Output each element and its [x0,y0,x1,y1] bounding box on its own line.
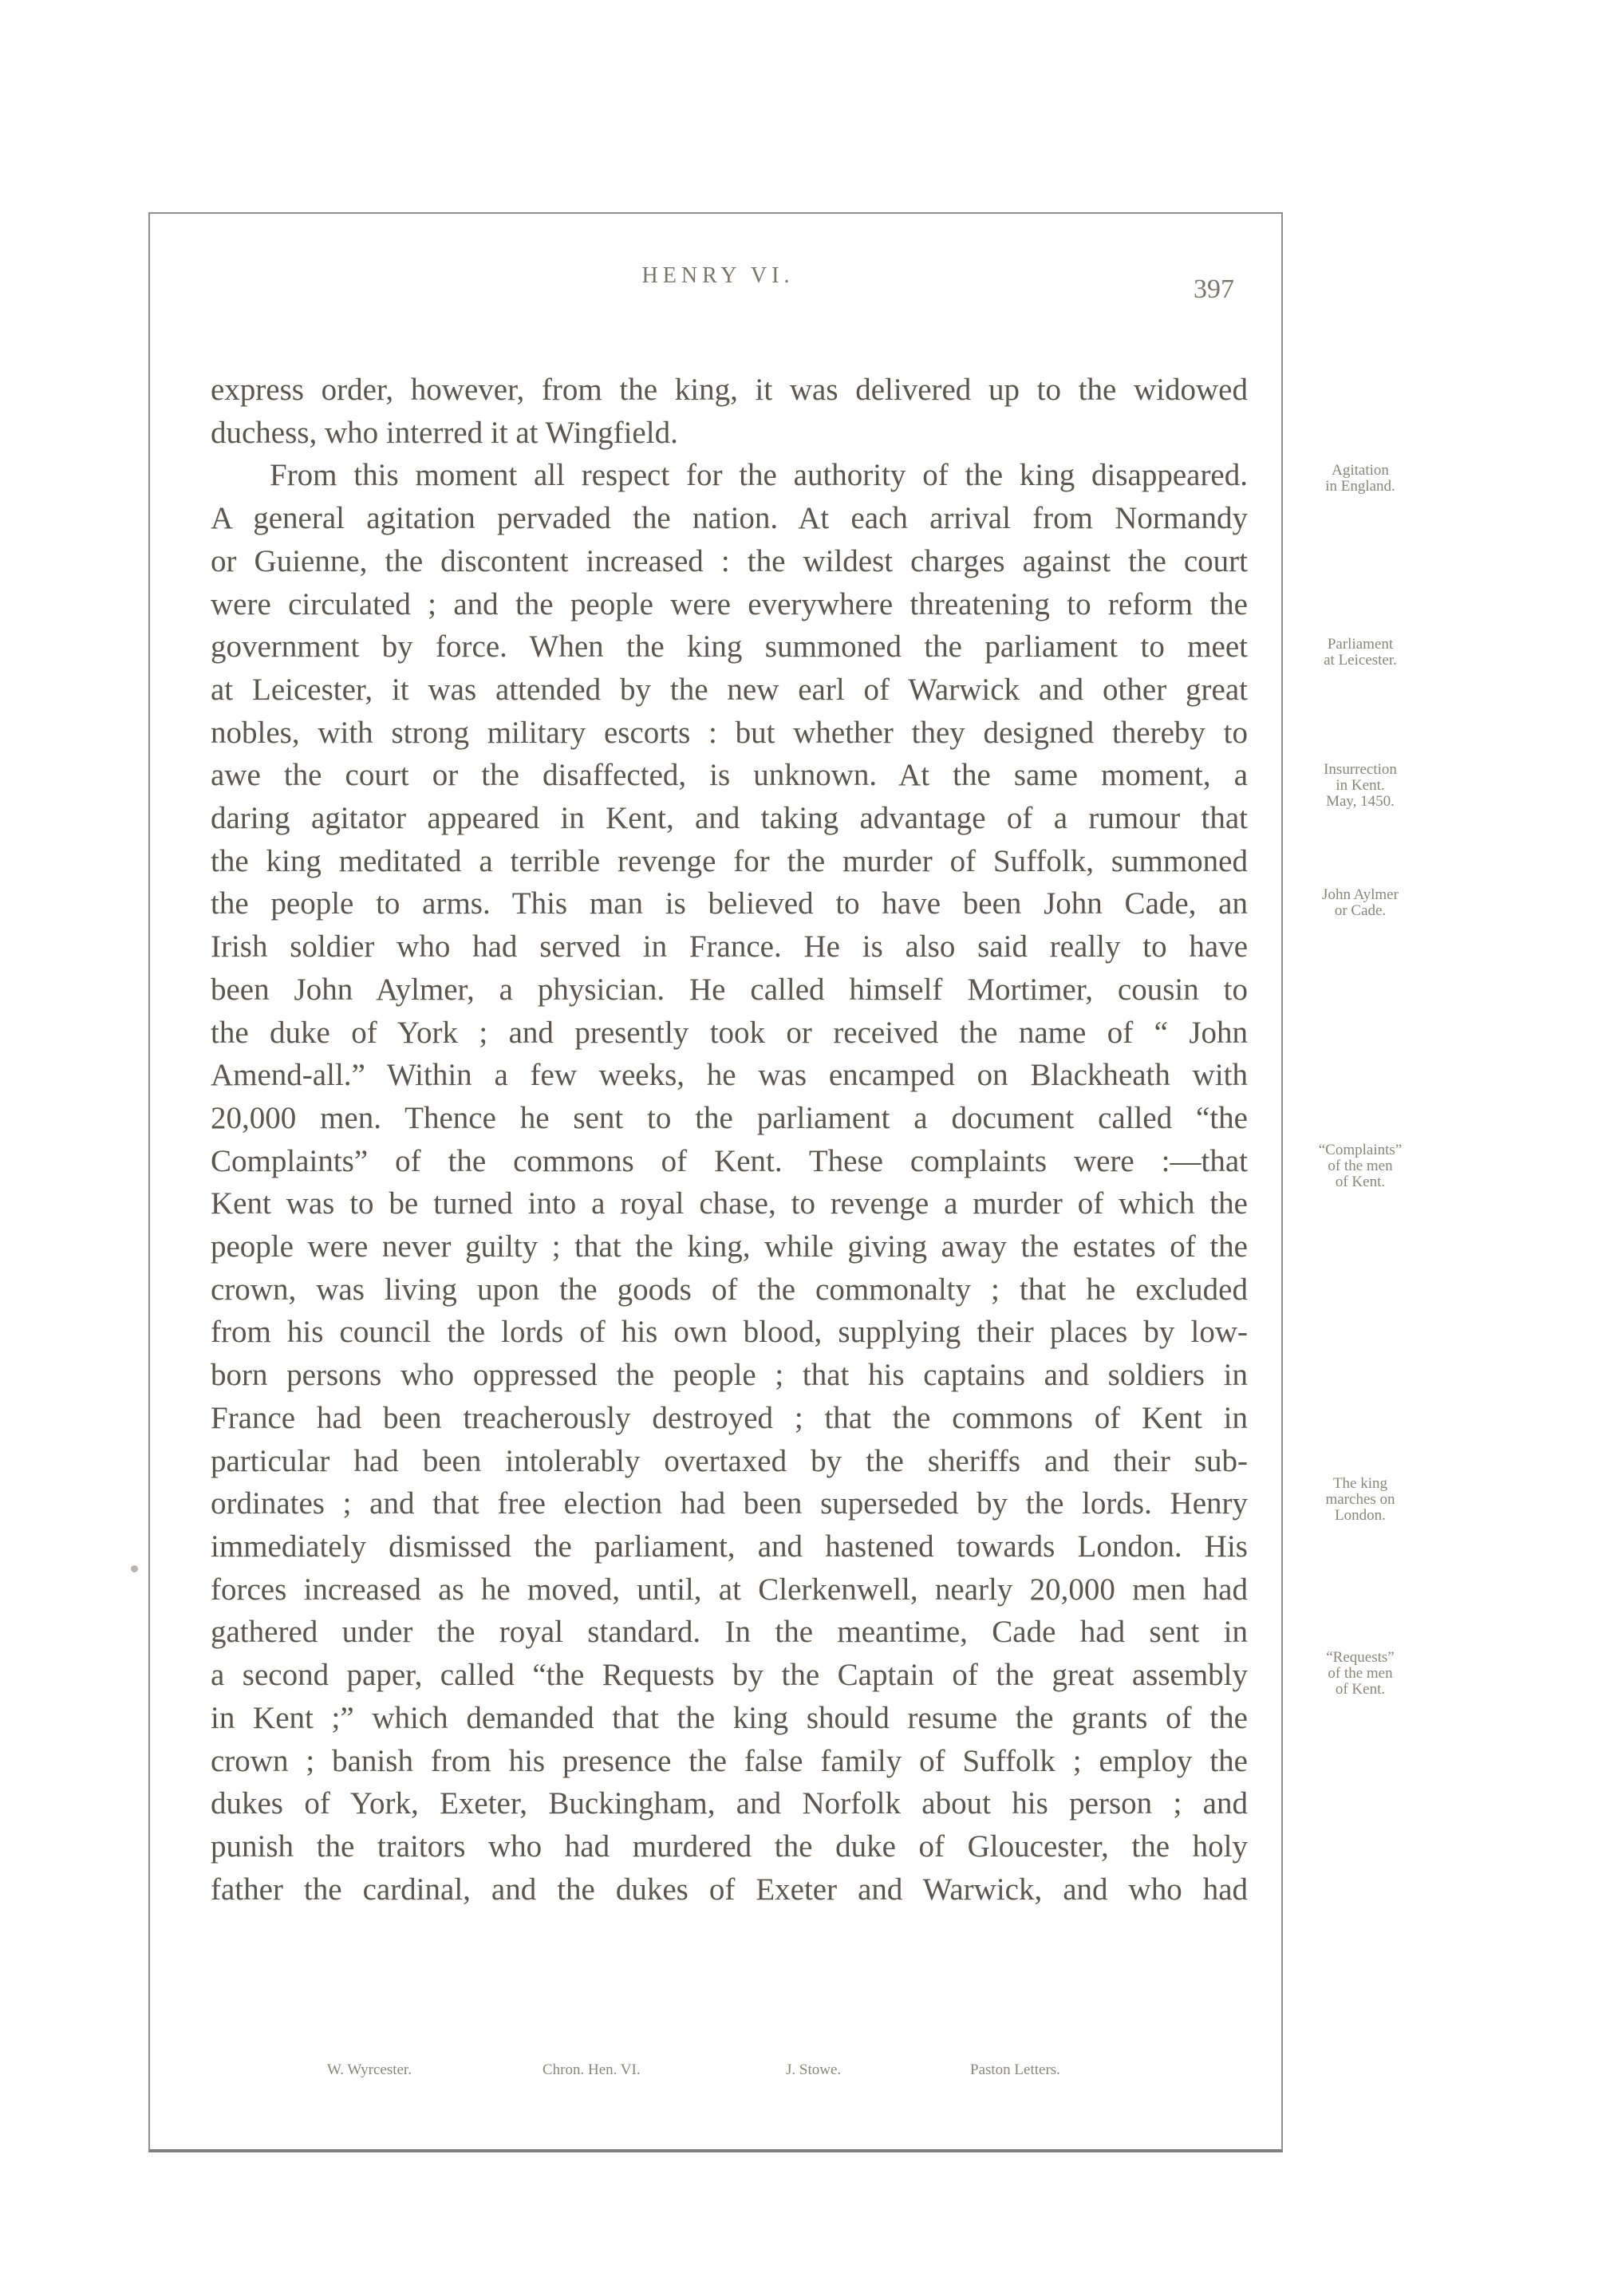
body-line: gathered under the royal standard. In the meantime, Cade had sent in [211,1615,1248,1650]
marginal-note-line: Parliament [1327,636,1394,653]
footnote-sources [327,2061,1125,2081]
marginal-note-king-marches [1276,1476,1444,1524]
body-line: Amend-all.” Within a few weeks, he was encamped on Blackheath with [211,1058,1248,1093]
body-line: nobles, with strong military escorts : but whether they designed thereby to [211,715,1248,750]
body-line: duchess, who interred it at Wingfield. [211,415,678,450]
marginal-note-line: of Kent. [1335,1681,1386,1698]
footnote-source: W. Wyrcester. [327,2061,412,2078]
body-line: dukes of York, Exeter, Buckingham, and Norfolk about his person ; and [211,1786,1248,1821]
marginal-note-line: marches on [1325,1491,1395,1508]
body-line: were circulated ; and the people were everywhere threatening to reform the [211,586,1248,621]
body-line: the duke of York ; and presently took or received the name of “ John [211,1015,1248,1050]
marginal-note-line: of the men [1328,1158,1393,1174]
body-line: or Guienne, the discontent increased : the wildest charges against the court [211,543,1248,578]
marginal-note-line: of Kent. [1335,1174,1386,1190]
marginal-note-complaints [1276,1142,1444,1190]
body-text [211,369,1248,1911]
body-line: particular had been intolerably overtaxed by the sheriffs and their sub- [211,1443,1248,1478]
marginal-note-line: Insurrection [1324,761,1397,778]
body-line: immediately dismissed the parliament, and hastened towards London. His [211,1529,1248,1564]
body-line: forces increased as he moved, until, at Clerkenwell, nearly 20,000 men had [211,1572,1248,1607]
body-line: awe the court or the disaffected, is unknown. At the same moment, a [211,758,1248,793]
marginal-note-line: of the men [1328,1665,1393,1682]
body-line: born persons who oppressed the people ; that his captains and soldiers in [211,1358,1248,1393]
footnote-source: J. Stowe. [786,2061,842,2078]
body-line: father the cardinal, and the dukes of Exeter and Warwick, and who had [211,1872,1248,1907]
body-line: people were never guilty ; that the king, while giving away the estates of the [211,1229,1248,1264]
marginal-note-line: “Complaints” [1318,1142,1403,1158]
body-line: express order, however, from the king, it was delivered up to the widowed [211,373,1248,407]
page-number: 397 [1194,274,1234,304]
marginal-note-line: or Cade. [1334,902,1387,919]
marginal-note-agitation [1276,463,1444,495]
body-line: from his council the lords of his own blood, supplying their places by low- [211,1315,1248,1350]
body-line: crown ; banish from his presence the false family of Suffolk ; employ the [211,1743,1248,1778]
marginal-note-line: Agitation [1332,462,1389,479]
body-line: ordinates ; and that free election had been superseded by the lords. Henry [211,1486,1248,1521]
marginal-note-line: The king [1332,1475,1388,1492]
marginal-note-parliament [1276,637,1444,669]
body-line: crown, was living upon the goods of the commonalty ; that he excluded [211,1272,1248,1307]
body-line: daring agitator appeared in Kent, and taking advantage of a rumour that [211,801,1248,836]
marginal-note-line: May, 1450. [1326,793,1395,810]
running-head: HENRY VI. [641,263,795,288]
marginal-note-john-aylmer [1276,887,1444,919]
body-line: Kent was to be turned into a royal chase, to revenge a murder of which the [211,1186,1248,1221]
marginal-note-line: in England. [1325,478,1395,495]
body-line: 20,000 men. Thence he sent to the parliament a document called “the [211,1100,1248,1135]
body-line: From this moment all respect for the authority of the king disappeared. [270,458,1248,493]
margin-dot-mark [131,1565,138,1572]
footnote-source: Chron. Hen. VI. [543,2061,641,2078]
marginal-note-line: in Kent. [1336,777,1385,794]
body-line: France had been treacherously destroyed ; that the commons of Kent in [211,1400,1248,1435]
body-line: Complaints” of the commons of Kent. These complaints were :—that [211,1143,1248,1178]
body-line: a second paper, called “the Requests by the Captain of the great assembly [211,1658,1248,1693]
body-line: the people to arms. This man is believed to have been John Cade, an [211,886,1248,921]
marginal-note-line: “Requests” [1326,1649,1395,1666]
body-line: in Kent ;” which demanded that the king should resume the grants of the [211,1700,1248,1735]
body-line: punish the traitors who had murdered the duke of Gloucester, the holy [211,1829,1248,1864]
body-line: the king meditated a terrible revenge for the murder of Suffolk, summoned [211,843,1248,878]
body-line: A general agitation pervaded the nation. At each arrival from Normandy [211,501,1248,536]
body-line: been John Aylmer, a physician. He called himself Mortimer, cousin to [211,972,1248,1007]
footnote-source: Paston Letters. [970,2061,1060,2078]
marginal-note-line: London. [1335,1507,1386,1524]
marginal-note-line: at Leicester. [1324,652,1397,669]
marginal-note-insurrection [1276,762,1444,810]
marginal-note-line: John Aylmer [1322,886,1399,903]
body-line: at Leicester, it was attended by the new earl of Warwick and other great [211,672,1248,707]
marginal-note-requests [1276,1650,1444,1698]
body-line: Irish soldier who had served in France. He is also said really to have [211,929,1248,965]
body-line: government by force. When the king summoned the parliament to meet [211,629,1248,665]
